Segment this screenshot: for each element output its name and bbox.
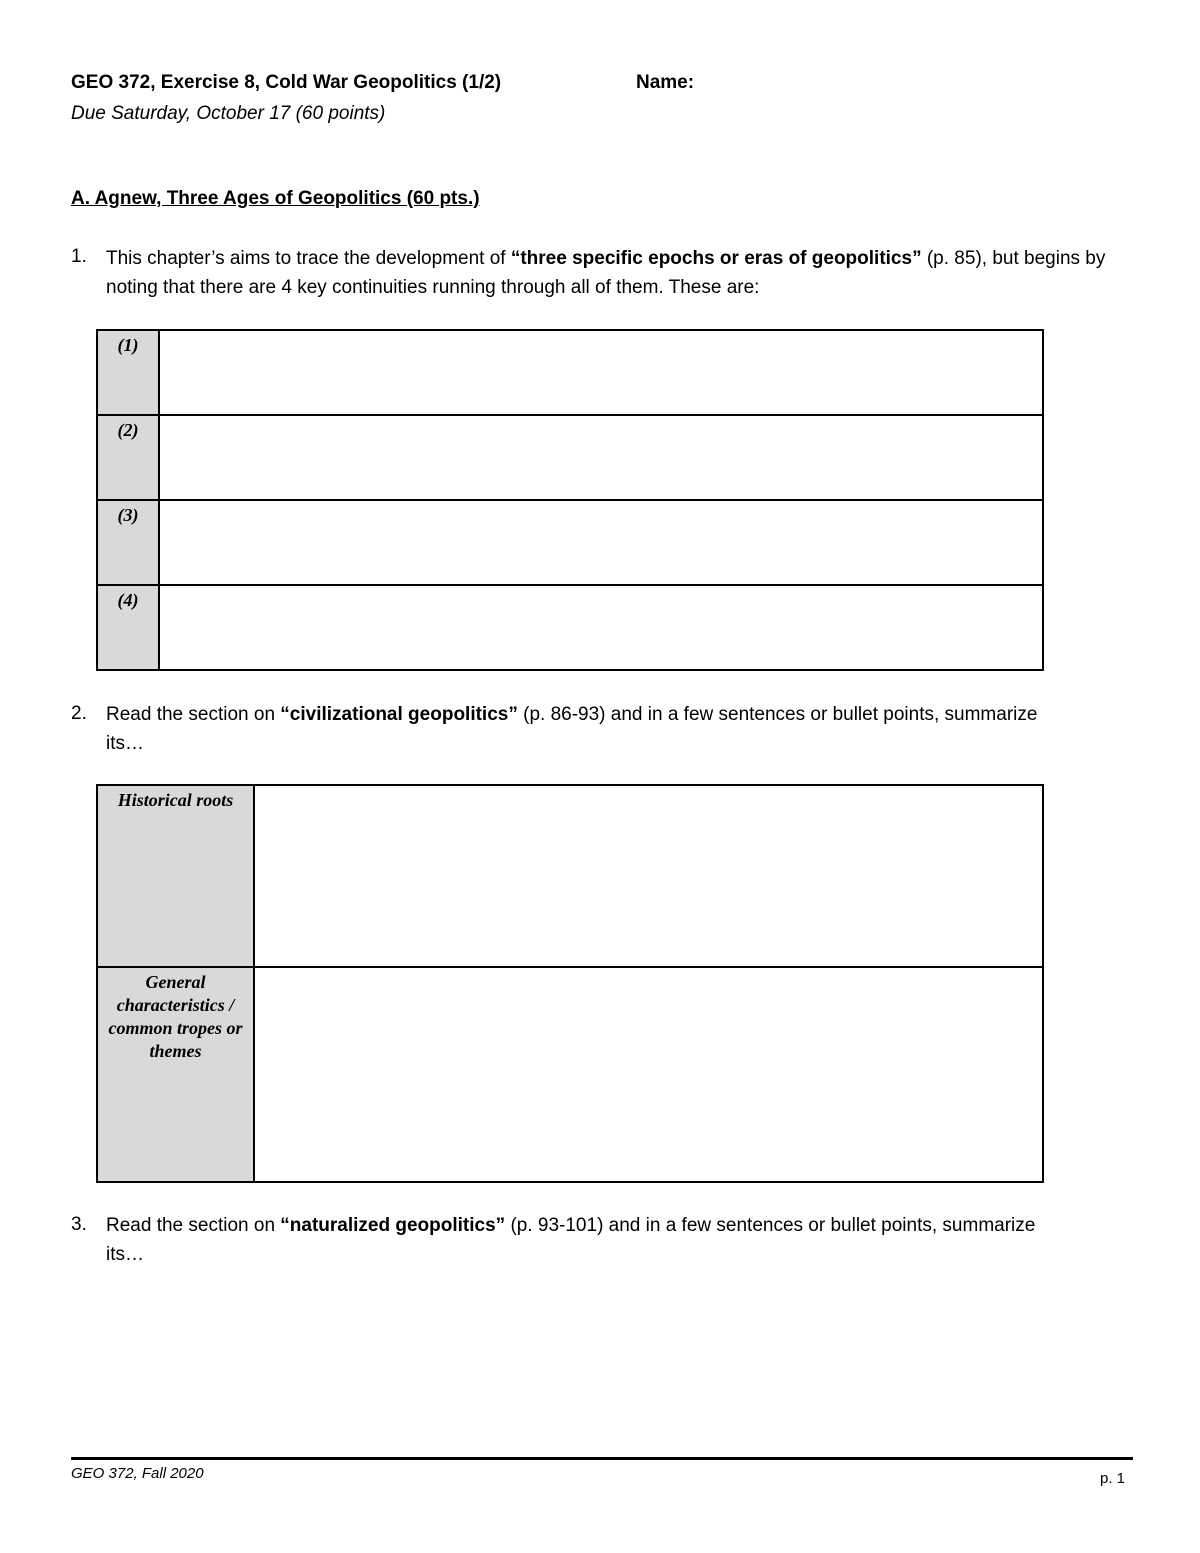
q1-answer-cell-4[interactable] <box>159 585 1043 670</box>
q3-text-after: (p. 93-101) and in a few sentences or bullet points, summarize its… <box>106 1215 1036 1265</box>
q1-number: 1. <box>71 246 87 267</box>
q2-text-before: Read the section on <box>106 704 281 725</box>
q2-answer-cell-historical-roots[interactable] <box>254 785 1043 967</box>
q2-row-label-general-characteristics: General characteristics / common tropes or themes <box>97 967 254 1182</box>
q2-answer-cell-general-characteristics[interactable] <box>254 967 1043 1182</box>
name-label: Name: <box>636 72 695 93</box>
q2-summary-table <box>96 784 1044 1183</box>
q1-row-label-4: (4) <box>97 585 159 670</box>
q3-text-bold: “naturalized geopolitics” <box>280 1215 506 1236</box>
q1-answer-cell-1[interactable] <box>159 330 1043 415</box>
q1-text-bold: “three specific epochs or eras of geopolitics” <box>510 248 922 269</box>
footer-course: GEO 372, Fall 2020 <box>71 1465 204 1482</box>
q1-row-label-3: (3) <box>97 500 159 585</box>
q3-text <box>106 1211 1066 1269</box>
q3-number: 3. <box>71 1214 87 1235</box>
q3-text-before: Read the section on <box>106 1215 281 1236</box>
table-row <box>97 585 1043 670</box>
q2-text-after: (p. 86-93) and in a few sentences or bullet points, summarize its… <box>106 704 1038 754</box>
table-row <box>97 415 1043 500</box>
q2-text <box>106 700 1066 758</box>
due-date: Due Saturday, October 17 (60 points) <box>71 103 386 124</box>
q1-text <box>106 244 1126 302</box>
q2-text-bold: “civilizational geopolitics” <box>280 704 518 725</box>
q1-text-after: (p. 85), but begins by noting that there are 4 key continuities running through all of them. These are: <box>106 248 1106 298</box>
footer-divider <box>71 1457 1133 1460</box>
table-row <box>97 785 1043 967</box>
section-a-heading: A. Agnew, Three Ages of Geopolitics (60 pts.) <box>71 188 480 209</box>
table-row <box>97 330 1043 415</box>
document-title: GEO 372, Exercise 8, Cold War Geopolitics (1/2) <box>71 72 502 93</box>
q1-text-before: This chapter’s aims to trace the development of <box>106 248 511 269</box>
table-row <box>97 500 1043 585</box>
q1-row-label-1: (1) <box>97 330 159 415</box>
table-row <box>97 967 1043 1182</box>
q1-answer-cell-3[interactable] <box>159 500 1043 585</box>
q1-answer-cell-2[interactable] <box>159 415 1043 500</box>
page-number: p. 1 <box>1100 1470 1126 1487</box>
q1-row-label-2: (2) <box>97 415 159 500</box>
q2-number: 2. <box>71 703 87 724</box>
q2-row-label-historical-roots: Historical roots <box>97 785 254 967</box>
q1-continuities-table <box>96 329 1044 671</box>
